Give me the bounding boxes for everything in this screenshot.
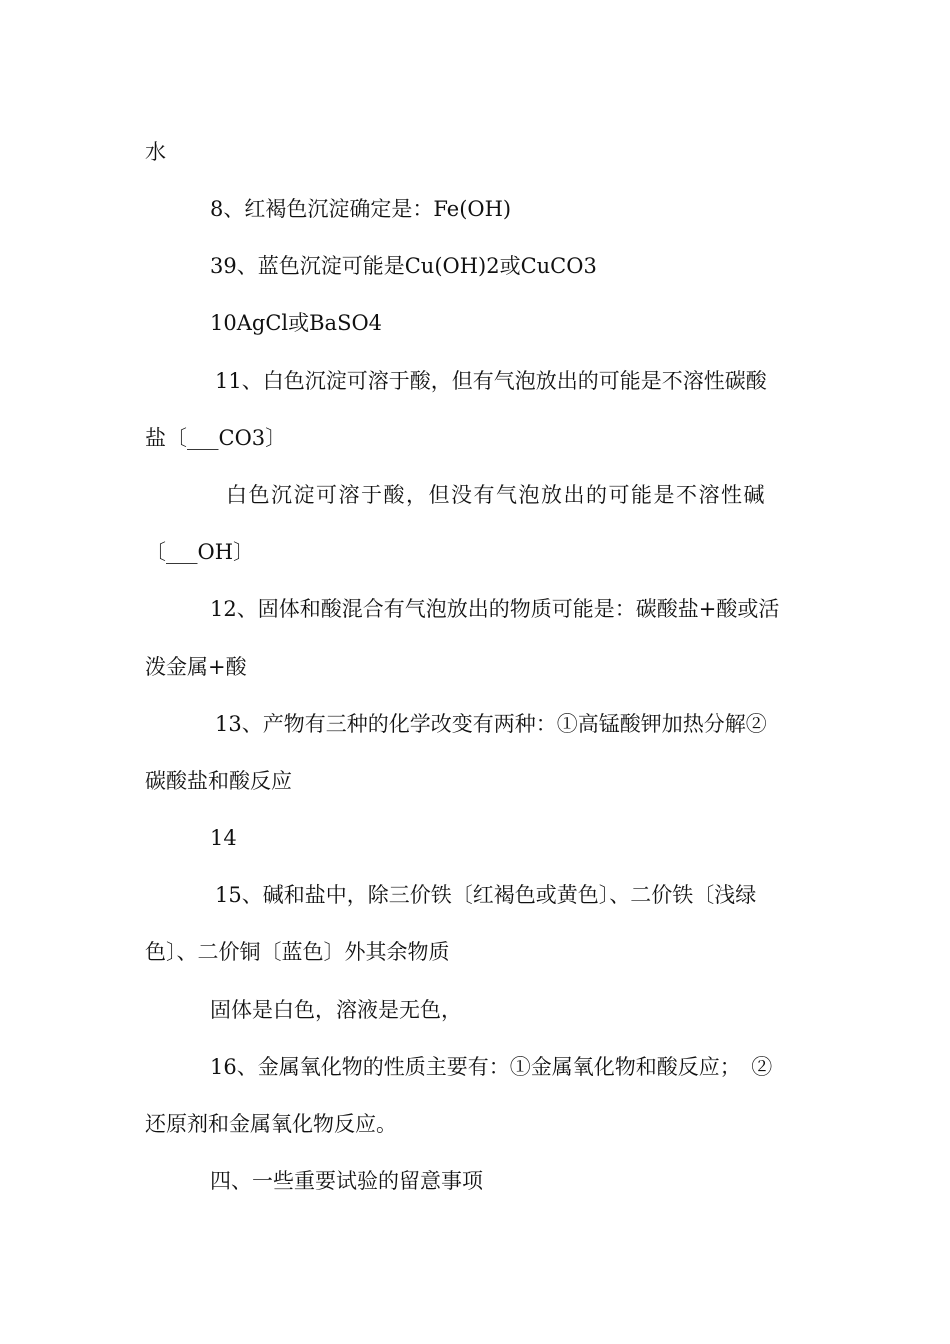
text-line: 水 <box>145 140 166 164</box>
text-line: 14 <box>210 826 237 850</box>
text-line: 8、红褐色沉淀确定是：Fe(OH) <box>210 197 512 221</box>
text-line: 固体是白色，溶液是无色， <box>210 998 462 1022</box>
text-line: 〔___OH〕 <box>145 540 255 564</box>
text-line: 泼金属+酸 <box>145 655 247 679</box>
section-heading: 四、一些重要试验的留意事项 <box>210 1169 483 1193</box>
text-line: 碳酸盐和酸反应 <box>145 769 292 793</box>
text-line: 还原剂和金属氧化物反应。 <box>145 1112 397 1136</box>
text-line: 盐〔___CO3〕 <box>145 426 287 450</box>
text-line: 白色沉淀可溶于酸，但没有气泡放出的可能是不溶性碱 <box>226 483 766 507</box>
text-line: 10AgCl或BaSO4 <box>210 311 383 335</box>
text-line: 12、固体和酸混合有气泡放出的物质可能是：碳酸盐+酸或活 <box>210 597 780 621</box>
text-line: 色〕、二价铜〔蓝色〕外其余物质 <box>145 940 450 964</box>
text-line: 16、金属氧化物的性质主要有：①金属氧化物和酸反应； ② <box>210 1055 773 1079</box>
text-line: 39、蓝色沉淀可能是Cu(OH)2或CuCO3 <box>210 254 597 278</box>
text-line: 15、碱和盐中，除三价铁〔红褐色或黄色〕、二价铁〔浅绿 <box>215 883 757 907</box>
text-line: 13、产物有三种的化学改变有两种：①高锰酸钾加热分解② <box>215 712 767 736</box>
text-line: 11、白色沉淀可溶于酸，但有气泡放出的可能是不溶性碳酸 <box>215 369 767 393</box>
